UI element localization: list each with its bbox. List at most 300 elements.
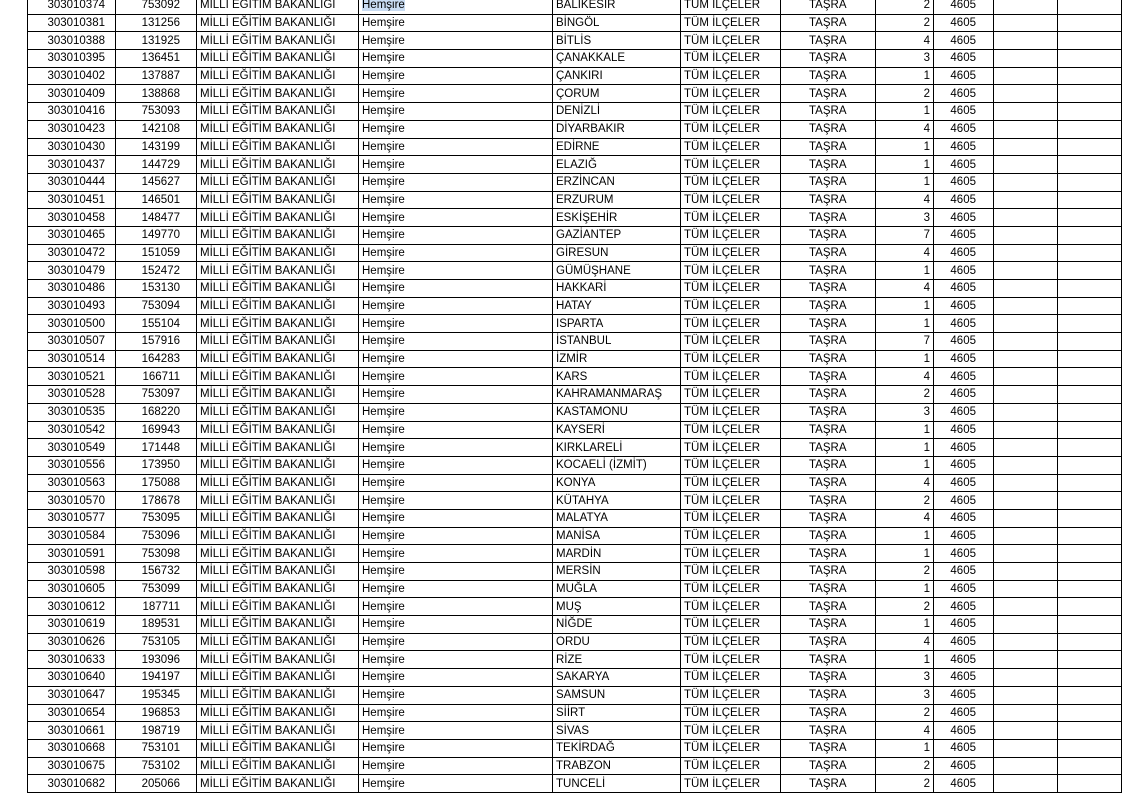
cell-kurum_kodu[interactable]: 193096 <box>116 651 197 669</box>
cell-unvan[interactable]: Hemşire <box>359 156 553 174</box>
cell-kontenjan[interactable]: 2 <box>876 598 934 616</box>
cell-kurum_kodu[interactable]: 138868 <box>116 85 197 103</box>
cell-kurum_kodu[interactable]: 195345 <box>116 686 197 704</box>
cell-il[interactable]: KAHRAMANMARAŞ <box>553 386 681 404</box>
cell-kontenjan[interactable]: 4 <box>876 280 934 298</box>
cell-kurum[interactable]: MİLLİ EĞİTİM BAKANLIĞI <box>197 651 359 669</box>
cell-kurum[interactable]: MİLLİ EĞİTİM BAKANLIĞI <box>197 191 359 209</box>
cell-ilce[interactable]: TÜM İLÇELER <box>681 386 781 404</box>
cell-puan[interactable]: 4605 <box>934 580 994 598</box>
cell-kurum_kodu[interactable]: 146501 <box>116 191 197 209</box>
cell-kurum[interactable]: MİLLİ EĞİTİM BAKANLIĞI <box>197 492 359 510</box>
cell-bos1[interactable] <box>994 474 1058 492</box>
cell-bos2[interactable] <box>1058 85 1122 103</box>
cell-ilce[interactable]: TÜM İLÇELER <box>681 775 781 793</box>
cell-kurum_kodu[interactable]: 753099 <box>116 580 197 598</box>
cell-kurum[interactable]: MİLLİ EĞİTİM BAKANLIĞI <box>197 403 359 421</box>
cell-bos1[interactable] <box>994 598 1058 616</box>
cell-kontenjan[interactable]: 2 <box>876 563 934 581</box>
cell-bos1[interactable] <box>994 669 1058 687</box>
cell-unvan[interactable]: Hemşire <box>359 403 553 421</box>
cell-unvan[interactable]: Hemşire <box>359 85 553 103</box>
cell-kod[interactable]: 303010591 <box>28 545 116 563</box>
cell-bos1[interactable] <box>994 85 1058 103</box>
cell-bos1[interactable] <box>994 0 1058 14</box>
cell-tasra[interactable]: TAŞRA <box>781 757 876 775</box>
cell-kurum[interactable]: MİLLİ EĞİTİM BAKANLIĞI <box>197 527 359 545</box>
cell-ilce[interactable]: TÜM İLÇELER <box>681 474 781 492</box>
cell-kurum_kodu[interactable]: 137887 <box>116 67 197 85</box>
cell-kurum[interactable]: MİLLİ EĞİTİM BAKANLIĞI <box>197 775 359 793</box>
cell-kontenjan[interactable]: 3 <box>876 403 934 421</box>
cell-kod[interactable]: 303010451 <box>28 191 116 209</box>
cell-unvan[interactable]: Hemşire <box>359 686 553 704</box>
cell-puan[interactable]: 4605 <box>934 775 994 793</box>
cell-bos2[interactable] <box>1058 103 1122 121</box>
cell-ilce[interactable]: TÜM İLÇELER <box>681 527 781 545</box>
cell-tasra[interactable]: TAŞRA <box>781 262 876 280</box>
cell-il[interactable]: SAMSUN <box>553 686 681 704</box>
cell-puan[interactable]: 4605 <box>934 262 994 280</box>
cell-puan[interactable]: 4605 <box>934 0 994 14</box>
cell-kod[interactable]: 303010437 <box>28 156 116 174</box>
cell-puan[interactable]: 4605 <box>934 386 994 404</box>
cell-puan[interactable]: 4605 <box>934 545 994 563</box>
cell-unvan[interactable]: Hemşire <box>359 209 553 227</box>
cell-unvan[interactable]: Hemşire <box>359 598 553 616</box>
cell-kurum_kodu[interactable]: 131925 <box>116 32 197 50</box>
cell-tasra[interactable]: TAŞRA <box>781 173 876 191</box>
cell-unvan[interactable]: Hemşire <box>359 616 553 634</box>
cell-kurum[interactable]: MİLLİ EĞİTİM BAKANLIĞI <box>197 138 359 156</box>
cell-bos1[interactable] <box>994 226 1058 244</box>
cell-kurum_kodu[interactable]: 153130 <box>116 280 197 298</box>
cell-kod[interactable]: 303010549 <box>28 439 116 457</box>
cell-unvan[interactable]: Hemşire <box>359 492 553 510</box>
cell-kod[interactable]: 303010374 <box>28 0 116 14</box>
cell-kod[interactable]: 303010528 <box>28 386 116 404</box>
cell-tasra[interactable]: TAŞRA <box>781 580 876 598</box>
cell-kontenjan[interactable]: 1 <box>876 421 934 439</box>
cell-kod[interactable]: 303010619 <box>28 616 116 634</box>
cell-unvan[interactable]: Hemşire <box>359 244 553 262</box>
cell-il[interactable]: BİNGÖL <box>553 14 681 32</box>
cell-tasra[interactable]: TAŞRA <box>781 722 876 740</box>
cell-kurum[interactable]: MİLLİ EĞİTİM BAKANLIĞI <box>197 368 359 386</box>
cell-il[interactable]: EDİRNE <box>553 138 681 156</box>
cell-kontenjan[interactable]: 4 <box>876 32 934 50</box>
cell-puan[interactable]: 4605 <box>934 368 994 386</box>
cell-unvan[interactable]: Hemşire <box>359 722 553 740</box>
cell-unvan[interactable]: Hemşire <box>359 651 553 669</box>
cell-kontenjan[interactable]: 3 <box>876 50 934 68</box>
cell-bos2[interactable] <box>1058 403 1122 421</box>
cell-ilce[interactable]: TÜM İLÇELER <box>681 32 781 50</box>
cell-bos2[interactable] <box>1058 386 1122 404</box>
cell-kontenjan[interactable]: 2 <box>876 492 934 510</box>
cell-kod[interactable]: 303010654 <box>28 704 116 722</box>
cell-il[interactable]: TRABZON <box>553 757 681 775</box>
cell-ilce[interactable]: TÜM İLÇELER <box>681 456 781 474</box>
cell-kontenjan[interactable]: 4 <box>876 120 934 138</box>
cell-kod[interactable]: 303010535 <box>28 403 116 421</box>
cell-bos2[interactable] <box>1058 563 1122 581</box>
cell-il[interactable]: KAYSERİ <box>553 421 681 439</box>
cell-tasra[interactable]: TAŞRA <box>781 669 876 687</box>
cell-unvan[interactable]: Hemşire <box>359 138 553 156</box>
cell-kontenjan[interactable]: 1 <box>876 315 934 333</box>
cell-ilce[interactable]: TÜM İLÇELER <box>681 757 781 775</box>
cell-unvan[interactable]: Hemşire <box>359 456 553 474</box>
cell-il[interactable]: NİĞDE <box>553 616 681 634</box>
cell-kod[interactable]: 303010444 <box>28 173 116 191</box>
cell-bos1[interactable] <box>994 580 1058 598</box>
cell-ilce[interactable]: TÜM İLÇELER <box>681 67 781 85</box>
cell-bos2[interactable] <box>1058 120 1122 138</box>
cell-bos1[interactable] <box>994 704 1058 722</box>
cell-kurum[interactable]: MİLLİ EĞİTİM BAKANLIĞI <box>197 421 359 439</box>
cell-kurum_kodu[interactable]: 196853 <box>116 704 197 722</box>
cell-tasra[interactable]: TAŞRA <box>781 32 876 50</box>
cell-ilce[interactable]: TÜM İLÇELER <box>681 350 781 368</box>
cell-puan[interactable]: 4605 <box>934 421 994 439</box>
cell-tasra[interactable]: TAŞRA <box>781 280 876 298</box>
cell-ilce[interactable]: TÜM İLÇELER <box>681 0 781 14</box>
cell-kurum_kodu[interactable]: 149770 <box>116 226 197 244</box>
cell-puan[interactable]: 4605 <box>934 280 994 298</box>
cell-unvan[interactable]: Hemşire <box>359 280 553 298</box>
cell-puan[interactable]: 4605 <box>934 14 994 32</box>
cell-kurum_kodu[interactable]: 753092 <box>116 0 197 14</box>
cell-ilce[interactable]: TÜM İLÇELER <box>681 421 781 439</box>
cell-tasra[interactable]: TAŞRA <box>781 297 876 315</box>
cell-bos1[interactable] <box>994 439 1058 457</box>
cell-il[interactable]: HATAY <box>553 297 681 315</box>
cell-ilce[interactable]: TÜM İLÇELER <box>681 598 781 616</box>
cell-unvan[interactable]: Hemşire <box>359 704 553 722</box>
cell-ilce[interactable]: TÜM İLÇELER <box>681 403 781 421</box>
cell-tasra[interactable]: TAŞRA <box>781 775 876 793</box>
cell-kod[interactable]: 303010521 <box>28 368 116 386</box>
cell-bos2[interactable] <box>1058 191 1122 209</box>
cell-kurum[interactable]: MİLLİ EĞİTİM BAKANLIĞI <box>197 386 359 404</box>
cell-tasra[interactable]: TAŞRA <box>781 686 876 704</box>
cell-puan[interactable]: 4605 <box>934 315 994 333</box>
cell-kod[interactable]: 303010472 <box>28 244 116 262</box>
cell-kontenjan[interactable]: 1 <box>876 545 934 563</box>
cell-unvan[interactable]: Hemşire <box>359 421 553 439</box>
cell-bos1[interactable] <box>994 173 1058 191</box>
cell-ilce[interactable]: TÜM İLÇELER <box>681 103 781 121</box>
cell-kontenjan[interactable]: 4 <box>876 722 934 740</box>
cell-kurum[interactable]: MİLLİ EĞİTİM BAKANLIĞI <box>197 722 359 740</box>
cell-kontenjan[interactable]: 3 <box>876 669 934 687</box>
cell-kod[interactable]: 303010542 <box>28 421 116 439</box>
cell-kurum_kodu[interactable]: 168220 <box>116 403 197 421</box>
cell-unvan[interactable]: Hemşire <box>359 739 553 757</box>
cell-kurum[interactable]: MİLLİ EĞİTİM BAKANLIĞI <box>197 545 359 563</box>
cell-il[interactable]: GÜMÜŞHANE <box>553 262 681 280</box>
cell-bos2[interactable] <box>1058 527 1122 545</box>
cell-kontenjan[interactable]: 2 <box>876 14 934 32</box>
cell-kurum_kodu[interactable]: 194197 <box>116 669 197 687</box>
cell-kurum[interactable]: MİLLİ EĞİTİM BAKANLIĞI <box>197 0 359 14</box>
cell-puan[interactable]: 4605 <box>934 32 994 50</box>
cell-bos1[interactable] <box>994 138 1058 156</box>
cell-puan[interactable]: 4605 <box>934 138 994 156</box>
cell-kurum[interactable]: MİLLİ EĞİTİM BAKANLIĞI <box>197 14 359 32</box>
cell-kurum_kodu[interactable]: 175088 <box>116 474 197 492</box>
cell-bos1[interactable] <box>994 244 1058 262</box>
cell-bos2[interactable] <box>1058 173 1122 191</box>
cell-unvan[interactable] <box>359 0 553 14</box>
cell-puan[interactable]: 4605 <box>934 704 994 722</box>
cell-bos2[interactable] <box>1058 633 1122 651</box>
cell-kurum_kodu[interactable]: 142108 <box>116 120 197 138</box>
cell-bos2[interactable] <box>1058 456 1122 474</box>
cell-puan[interactable]: 4605 <box>934 669 994 687</box>
cell-puan[interactable]: 4605 <box>934 67 994 85</box>
cell-il[interactable]: ERZİNCAN <box>553 173 681 191</box>
cell-il[interactable]: ISPARTA <box>553 315 681 333</box>
cell-bos1[interactable] <box>994 50 1058 68</box>
cell-il[interactable]: GAZİANTEP <box>553 226 681 244</box>
cell-unvan[interactable]: Hemşire <box>359 350 553 368</box>
cell-puan[interactable]: 4605 <box>934 439 994 457</box>
cell-il[interactable]: DİYARBAKIR <box>553 120 681 138</box>
cell-bos2[interactable] <box>1058 333 1122 351</box>
cell-il[interactable]: ELAZIĞ <box>553 156 681 174</box>
cell-bos2[interactable] <box>1058 439 1122 457</box>
cell-kontenjan[interactable]: 1 <box>876 350 934 368</box>
cell-bos1[interactable] <box>994 156 1058 174</box>
cell-kod[interactable]: 303010500 <box>28 315 116 333</box>
cell-il[interactable]: ORDU <box>553 633 681 651</box>
cell-bos2[interactable] <box>1058 156 1122 174</box>
cell-kurum_kodu[interactable]: 753105 <box>116 633 197 651</box>
cell-tasra[interactable]: TAŞRA <box>781 315 876 333</box>
cell-kurum_kodu[interactable]: 171448 <box>116 439 197 457</box>
cell-bos2[interactable] <box>1058 297 1122 315</box>
cell-tasra[interactable]: TAŞRA <box>781 651 876 669</box>
cell-kurum_kodu[interactable]: 148477 <box>116 209 197 227</box>
cell-tasra[interactable]: TAŞRA <box>781 474 876 492</box>
cell-il[interactable]: KOCAELİ (İZMİT) <box>553 456 681 474</box>
cell-kurum[interactable]: MİLLİ EĞİTİM BAKANLIĞI <box>197 757 359 775</box>
cell-bos1[interactable] <box>994 686 1058 704</box>
cell-puan[interactable]: 4605 <box>934 297 994 315</box>
cell-bos1[interactable] <box>994 120 1058 138</box>
cell-bos2[interactable] <box>1058 350 1122 368</box>
cell-tasra[interactable]: TAŞRA <box>781 704 876 722</box>
cell-bos1[interactable] <box>994 757 1058 775</box>
cell-kontenjan[interactable]: 7 <box>876 226 934 244</box>
cell-kod[interactable]: 303010395 <box>28 50 116 68</box>
cell-bos2[interactable] <box>1058 421 1122 439</box>
cell-kod[interactable]: 303010388 <box>28 32 116 50</box>
cell-unvan[interactable]: Hemşire <box>359 386 553 404</box>
cell-kurum_kodu[interactable]: 143199 <box>116 138 197 156</box>
cell-kod[interactable]: 303010633 <box>28 651 116 669</box>
cell-ilce[interactable]: TÜM İLÇELER <box>681 262 781 280</box>
cell-il[interactable]: KONYA <box>553 474 681 492</box>
cell-puan[interactable]: 4605 <box>934 50 994 68</box>
cell-kurum[interactable]: MİLLİ EĞİTİM BAKANLIĞI <box>197 173 359 191</box>
cell-unvan[interactable]: Hemşire <box>359 67 553 85</box>
cell-il[interactable]: MUŞ <box>553 598 681 616</box>
cell-kod[interactable]: 303010402 <box>28 67 116 85</box>
cell-ilce[interactable]: TÜM İLÇELER <box>681 545 781 563</box>
cell-unvan[interactable]: Hemşire <box>359 757 553 775</box>
cell-kod[interactable]: 303010570 <box>28 492 116 510</box>
cell-kurum_kodu[interactable]: 753096 <box>116 527 197 545</box>
cell-kontenjan[interactable]: 4 <box>876 191 934 209</box>
cell-ilce[interactable]: TÜM İLÇELER <box>681 85 781 103</box>
cell-bos1[interactable] <box>994 545 1058 563</box>
cell-unvan[interactable]: Hemşire <box>359 333 553 351</box>
cell-kod[interactable]: 303010514 <box>28 350 116 368</box>
cell-kontenjan[interactable]: 3 <box>876 686 934 704</box>
cell-kontenjan[interactable]: 2 <box>876 775 934 793</box>
cell-kurum_kodu[interactable]: 189531 <box>116 616 197 634</box>
cell-bos1[interactable] <box>994 386 1058 404</box>
cell-kurum[interactable]: MİLLİ EĞİTİM BAKANLIĞI <box>197 262 359 280</box>
cell-unvan[interactable]: Hemşire <box>359 633 553 651</box>
cell-bos1[interactable] <box>994 67 1058 85</box>
cell-bos2[interactable] <box>1058 616 1122 634</box>
cell-bos1[interactable] <box>994 722 1058 740</box>
cell-ilce[interactable]: TÜM İLÇELER <box>681 739 781 757</box>
cell-kurum[interactable]: MİLLİ EĞİTİM BAKANLIĞI <box>197 67 359 85</box>
cell-tasra[interactable]: TAŞRA <box>781 50 876 68</box>
cell-tasra[interactable]: TAŞRA <box>781 156 876 174</box>
cell-ilce[interactable]: TÜM İLÇELER <box>681 492 781 510</box>
cell-kod[interactable]: 303010416 <box>28 103 116 121</box>
cell-ilce[interactable]: TÜM İLÇELER <box>681 333 781 351</box>
cell-bos2[interactable] <box>1058 262 1122 280</box>
cell-puan[interactable]: 4605 <box>934 651 994 669</box>
cell-kontenjan[interactable]: 1 <box>876 297 934 315</box>
cell-ilce[interactable]: TÜM İLÇELER <box>681 138 781 156</box>
cell-bos2[interactable] <box>1058 598 1122 616</box>
cell-kontenjan[interactable]: 1 <box>876 173 934 191</box>
cell-kontenjan[interactable]: 4 <box>876 474 934 492</box>
cell-kurum_kodu[interactable]: 187711 <box>116 598 197 616</box>
cell-ilce[interactable]: TÜM İLÇELER <box>681 244 781 262</box>
cell-kod[interactable]: 303010556 <box>28 456 116 474</box>
cell-kurum_kodu[interactable]: 145627 <box>116 173 197 191</box>
cell-ilce[interactable]: TÜM İLÇELER <box>681 368 781 386</box>
cell-puan[interactable]: 4605 <box>934 85 994 103</box>
cell-unvan[interactable]: Hemşire <box>359 226 553 244</box>
cell-il[interactable]: İSTANBUL <box>553 333 681 351</box>
cell-kurum_kodu[interactable]: 152472 <box>116 262 197 280</box>
cell-kontenjan[interactable]: 2 <box>876 757 934 775</box>
cell-kurum_kodu[interactable]: 166711 <box>116 368 197 386</box>
cell-ilce[interactable]: TÜM İLÇELER <box>681 669 781 687</box>
cell-kontenjan[interactable]: 4 <box>876 509 934 527</box>
cell-il[interactable]: ÇANKIRI <box>553 67 681 85</box>
cell-tasra[interactable]: TAŞRA <box>781 633 876 651</box>
cell-unvan[interactable]: Hemşire <box>359 527 553 545</box>
cell-bos2[interactable] <box>1058 244 1122 262</box>
cell-kurum_kodu[interactable]: 136451 <box>116 50 197 68</box>
cell-il[interactable]: BİTLİS <box>553 32 681 50</box>
cell-bos2[interactable] <box>1058 50 1122 68</box>
cell-kurum[interactable]: MİLLİ EĞİTİM BAKANLIĞI <box>197 509 359 527</box>
cell-ilce[interactable]: TÜM İLÇELER <box>681 686 781 704</box>
cell-bos1[interactable] <box>994 315 1058 333</box>
cell-bos1[interactable] <box>994 262 1058 280</box>
cell-kod[interactable]: 303010675 <box>28 757 116 775</box>
cell-puan[interactable]: 4605 <box>934 226 994 244</box>
cell-unvan[interactable]: Hemşire <box>359 14 553 32</box>
cell-il[interactable]: MERSİN <box>553 563 681 581</box>
cell-kontenjan[interactable]: 1 <box>876 651 934 669</box>
cell-puan[interactable]: 4605 <box>934 757 994 775</box>
cell-kurum_kodu[interactable]: 157916 <box>116 333 197 351</box>
cell-puan[interactable]: 4605 <box>934 191 994 209</box>
cell-puan[interactable]: 4605 <box>934 563 994 581</box>
cell-il[interactable]: ERZURUM <box>553 191 681 209</box>
cell-tasra[interactable]: TAŞRA <box>781 14 876 32</box>
cell-unvan[interactable]: Hemşire <box>359 439 553 457</box>
cell-puan[interactable]: 4605 <box>934 633 994 651</box>
cell-kurum_kodu[interactable]: 131256 <box>116 14 197 32</box>
cell-unvan[interactable]: Hemşire <box>359 120 553 138</box>
cell-kontenjan[interactable]: 2 <box>876 85 934 103</box>
cell-kontenjan[interactable]: 3 <box>876 209 934 227</box>
cell-il[interactable]: MALATYA <box>553 509 681 527</box>
cell-bos1[interactable] <box>994 297 1058 315</box>
cell-il[interactable]: RİZE <box>553 651 681 669</box>
cell-kurum[interactable]: MİLLİ EĞİTİM BAKANLIĞI <box>197 598 359 616</box>
cell-bos1[interactable] <box>994 456 1058 474</box>
cell-il[interactable]: TEKİRDAĞ <box>553 739 681 757</box>
cell-unvan[interactable]: Hemşire <box>359 191 553 209</box>
cell-tasra[interactable]: TAŞRA <box>781 120 876 138</box>
cell-puan[interactable]: 4605 <box>934 156 994 174</box>
cell-bos1[interactable] <box>994 368 1058 386</box>
cell-kontenjan[interactable]: 1 <box>876 67 934 85</box>
cell-puan[interactable]: 4605 <box>934 474 994 492</box>
cell-puan[interactable]: 4605 <box>934 333 994 351</box>
cell-kurum[interactable]: MİLLİ EĞİTİM BAKANLIĞI <box>197 633 359 651</box>
cell-kod[interactable]: 303010584 <box>28 527 116 545</box>
cell-il[interactable]: BALIKESİR <box>553 0 681 14</box>
cell-puan[interactable]: 4605 <box>934 509 994 527</box>
cell-ilce[interactable]: TÜM İLÇELER <box>681 315 781 333</box>
cell-tasra[interactable]: TAŞRA <box>781 616 876 634</box>
cell-puan[interactable]: 4605 <box>934 103 994 121</box>
cell-il[interactable]: ESKİŞEHİR <box>553 209 681 227</box>
cell-kurum[interactable]: MİLLİ EĞİTİM BAKANLIĞI <box>197 244 359 262</box>
cell-bos1[interactable] <box>994 403 1058 421</box>
cell-il[interactable]: KASTAMONU <box>553 403 681 421</box>
cell-kurum[interactable]: MİLLİ EĞİTİM BAKANLIĞI <box>197 315 359 333</box>
cell-kontenjan[interactable]: 1 <box>876 156 934 174</box>
cell-il[interactable]: MANİSA <box>553 527 681 545</box>
cell-tasra[interactable]: TAŞRA <box>781 739 876 757</box>
cell-bos2[interactable] <box>1058 739 1122 757</box>
cell-puan[interactable]: 4605 <box>934 527 994 545</box>
cell-ilce[interactable]: TÜM İLÇELER <box>681 226 781 244</box>
cell-tasra[interactable]: TAŞRA <box>781 456 876 474</box>
cell-bos1[interactable] <box>994 563 1058 581</box>
cell-bos2[interactable] <box>1058 32 1122 50</box>
cell-ilce[interactable]: TÜM İLÇELER <box>681 14 781 32</box>
cell-kurum[interactable]: MİLLİ EĞİTİM BAKANLIĞI <box>197 297 359 315</box>
